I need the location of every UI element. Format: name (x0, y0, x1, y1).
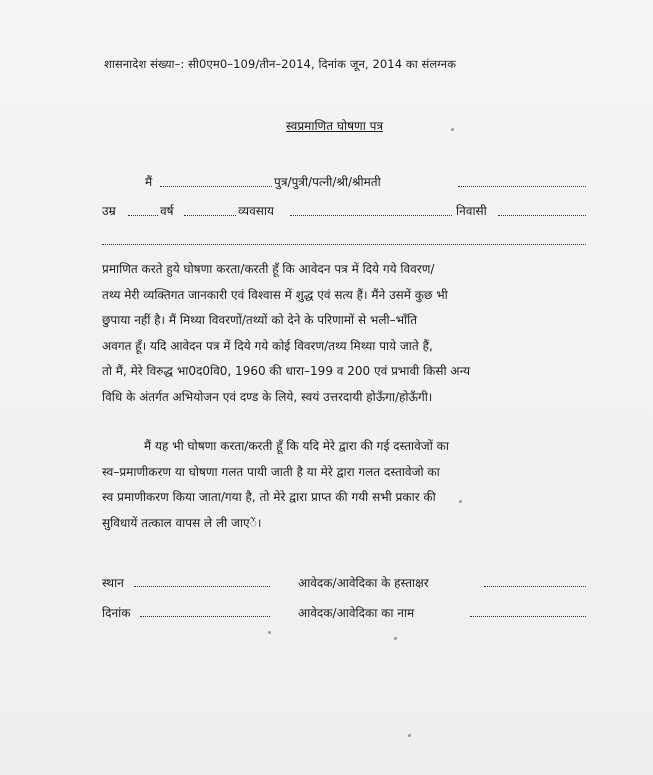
date-label: दिनांक (102, 606, 131, 620)
applicant-signature-field[interactable] (484, 574, 586, 587)
declaration-paragraph-2 (102, 434, 588, 536)
para1-line: छुपाया नहीं है। मैं मिथ्या विवरणों/तथ्यों को देने के परिणामों से भली–भाँति (102, 313, 418, 327)
applicant-name-field[interactable] (470, 604, 586, 617)
occupation-field[interactable] (290, 203, 452, 216)
name-label: मैं (145, 175, 153, 189)
declaration-paragraph-1 (102, 257, 588, 410)
resident-label: निवासी (456, 204, 487, 218)
para2-line: स्व प्रमाणीकरण किया जाता/गया है, तो मेरे द्वारा प्राप्त की गयी सभी प्रकार की (102, 490, 436, 504)
relation-label: पुत्र/पुत्री/पत्नी/श्री/श्रीमती (274, 175, 381, 189)
scan-speck (394, 637, 397, 640)
place-field[interactable] (134, 574, 270, 587)
applicant-name-label: आवेदक/आवेदिका का नाम (298, 606, 415, 620)
year-label: वर्ष (160, 204, 174, 218)
age-field[interactable] (128, 203, 158, 216)
scan-speck (268, 631, 271, 634)
government-order-reference: शासनादेश संख्या–: सी0एम0–109/तीन–2014, दिनांक जून, 2014 का संलग्नक (104, 57, 457, 71)
document-title: स्वप्रमाणित घोषणा पत्र (286, 119, 384, 133)
relation-name-field[interactable] (458, 174, 586, 187)
name-field[interactable] (160, 174, 272, 187)
para1-line: तथ्य मेरी व्यक्तिगत जानकारी एवं विश्वास में शुद्ध एवं सत्य हैं। मैंने उसमें कुछ भी (102, 287, 448, 302)
para1-line: विधि के अंतर्गत अभियोजन एवं दण्ड के लिये, स्वयं उत्तरदायी होऊँगा/होऊँगी। (102, 389, 433, 404)
para2-line: सुविधायें तत्काल वापस ले ली जाएें। (102, 515, 262, 530)
applicant-signature-label: आवेदक/आवेदिका के हस्ताक्षर (298, 576, 429, 590)
scan-speck (451, 128, 454, 131)
resident-field[interactable] (498, 203, 586, 216)
para2-line: स्व–प्रमाणीकरण या घोषणा गलत पायी जाती है या मेरे द्वारा गलत दस्तावेजो का (102, 464, 440, 479)
age-label: उम्र (102, 204, 116, 218)
para2-line: मैं यह भी घोषणा करता/करती हूँ कि यदि मेरे द्वारा की गई दस्तावेजों का (144, 439, 449, 453)
occupation-label: व्यवसाय (238, 204, 274, 218)
para1-line: अवगत हूँ। यदि आवेदन पत्र में दिये गये कोई विवरण/तथ्य मिथ्या पाये जाते हैं, (102, 338, 433, 353)
para1-line: प्रमाणित करते हुये घोषणा करता/करती हूँ कि आवेदन पत्र में दिये गये विवरण/ (102, 262, 435, 276)
place-label: स्थान (102, 576, 124, 590)
address-continuation-field[interactable] (102, 232, 586, 245)
scan-speck (459, 500, 462, 503)
date-field[interactable] (140, 604, 270, 617)
scan-speck (408, 734, 411, 737)
year-field[interactable] (184, 203, 236, 216)
para1-line: तो मैं, मेरे विरुद्ध भा0द0वि0, 1960 की धारा–199 व 200 एवं प्रभावी किसी अन्य (102, 364, 471, 378)
